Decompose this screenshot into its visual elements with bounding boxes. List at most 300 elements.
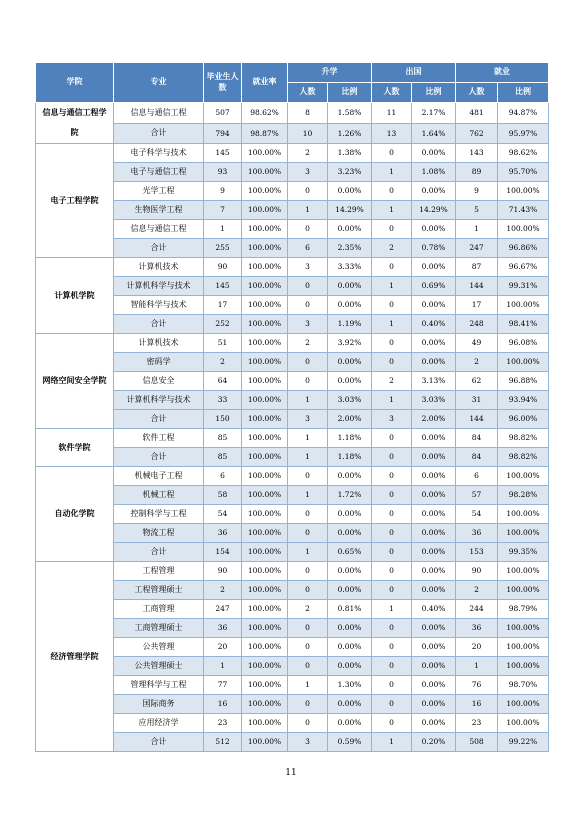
cell-abroad-count: 0 (372, 353, 412, 372)
cell-further-study-ratio: 0.00% (328, 353, 372, 372)
cell-graduates: 507 (204, 103, 242, 124)
cell-employed-count: 1 (456, 220, 498, 239)
cell-abroad-ratio: 0.00% (412, 581, 456, 600)
cell-further-study-ratio: 1.72% (328, 486, 372, 505)
cell-abroad-count: 13 (372, 123, 412, 144)
header-major: 专业 (114, 63, 204, 103)
cell-employed-count: 9 (456, 182, 498, 201)
cell-employed-ratio: 96.88% (498, 372, 549, 391)
cell-employed-count: 49 (456, 334, 498, 353)
cell-major: 电子科学与技术 (114, 144, 204, 163)
college-name: 电子工程学院 (36, 144, 114, 258)
header-abroad-ratio: 比例 (412, 83, 456, 103)
cell-abroad-ratio: 0.00% (412, 524, 456, 543)
cell-abroad-ratio: 3.03% (412, 391, 456, 410)
cell-abroad-count: 0 (372, 467, 412, 486)
cell-major: 工商管理硕士 (114, 619, 204, 638)
cell-employment-rate: 100.00% (242, 448, 288, 467)
cell-graduates: 16 (204, 695, 242, 714)
cell-employed-count: 76 (456, 676, 498, 695)
table-row (36, 429, 549, 448)
cell-abroad-count: 0 (372, 505, 412, 524)
cell-abroad-count: 0 (372, 296, 412, 315)
cell-abroad-ratio: 2.00% (412, 410, 456, 429)
cell-abroad-ratio: 0.00% (412, 467, 456, 486)
cell-employed-count: 84 (456, 448, 498, 467)
cell-major: 工程管理 (114, 562, 204, 581)
cell-graduates: 90 (204, 258, 242, 277)
cell-major: 合计 (114, 239, 204, 258)
cell-employed-ratio: 95.70% (498, 163, 549, 182)
table-row (36, 562, 549, 581)
cell-employed-ratio: 98.41% (498, 315, 549, 334)
cell-further-study-count: 0 (288, 220, 328, 239)
cell-major: 计算机技术 (114, 334, 204, 353)
cell-abroad-count: 0 (372, 144, 412, 163)
cell-employed-ratio: 100.00% (498, 638, 549, 657)
cell-abroad-ratio: 0.00% (412, 619, 456, 638)
cell-abroad-ratio: 0.00% (412, 676, 456, 695)
cell-employed-ratio: 99.31% (498, 277, 549, 296)
cell-employed-ratio: 100.00% (498, 296, 549, 315)
table-row (36, 258, 549, 277)
cell-graduates: 1 (204, 657, 242, 676)
college-name: 信息与通信工程学院 (36, 103, 114, 144)
cell-graduates: 90 (204, 562, 242, 581)
cell-further-study-ratio: 0.00% (328, 524, 372, 543)
cell-major: 应用经济学 (114, 714, 204, 733)
cell-abroad-count: 0 (372, 486, 412, 505)
cell-further-study-ratio: 1.18% (328, 448, 372, 467)
cell-further-study-ratio: 0.00% (328, 695, 372, 714)
cell-employment-rate: 100.00% (242, 334, 288, 353)
cell-employed-count: 6 (456, 467, 498, 486)
cell-graduates: 150 (204, 410, 242, 429)
cell-further-study-count: 0 (288, 467, 328, 486)
cell-further-study-count: 0 (288, 277, 328, 296)
cell-graduates: 2 (204, 353, 242, 372)
cell-employment-rate: 100.00% (242, 600, 288, 619)
cell-employment-rate: 100.00% (242, 353, 288, 372)
cell-abroad-ratio: 14.29% (412, 201, 456, 220)
cell-graduates: 77 (204, 676, 242, 695)
cell-graduates: 154 (204, 543, 242, 562)
cell-major: 计算机科学与技术 (114, 391, 204, 410)
cell-employment-rate: 100.00% (242, 695, 288, 714)
cell-further-study-count: 0 (288, 581, 328, 600)
cell-further-study-count: 10 (288, 123, 328, 144)
cell-further-study-ratio: 2.35% (328, 239, 372, 258)
cell-abroad-count: 11 (372, 103, 412, 124)
cell-major: 工程管理硕士 (114, 581, 204, 600)
cell-major: 管理科学与工程 (114, 676, 204, 695)
cell-further-study-ratio: 0.00% (328, 182, 372, 201)
cell-abroad-ratio: 1.64% (412, 123, 456, 144)
cell-employed-count: 1 (456, 657, 498, 676)
cell-abroad-count: 2 (372, 372, 412, 391)
cell-employment-rate: 100.00% (242, 733, 288, 752)
cell-further-study-ratio: 0.65% (328, 543, 372, 562)
cell-abroad-count: 0 (372, 258, 412, 277)
cell-abroad-ratio: 0.00% (412, 353, 456, 372)
cell-employed-count: 2 (456, 353, 498, 372)
cell-abroad-count: 0 (372, 182, 412, 201)
college-name: 软件学院 (36, 429, 114, 467)
cell-further-study-ratio: 2.00% (328, 410, 372, 429)
cell-employed-ratio: 93.94% (498, 391, 549, 410)
cell-employed-count: 89 (456, 163, 498, 182)
cell-employed-ratio: 94.87% (498, 103, 549, 124)
cell-employment-rate: 100.00% (242, 581, 288, 600)
cell-abroad-ratio: 0.20% (412, 733, 456, 752)
header-graduates: 毕业生人数 (204, 63, 242, 103)
cell-employed-ratio: 100.00% (498, 714, 549, 733)
cell-employed-ratio: 99.22% (498, 733, 549, 752)
cell-further-study-count: 3 (288, 733, 328, 752)
cell-graduates: 17 (204, 296, 242, 315)
cell-abroad-count: 0 (372, 619, 412, 638)
cell-abroad-ratio: 0.00% (412, 429, 456, 448)
cell-graduates: 36 (204, 524, 242, 543)
cell-major: 控制科学与工程 (114, 505, 204, 524)
cell-major: 计算机技术 (114, 258, 204, 277)
cell-employed-count: 36 (456, 619, 498, 638)
cell-graduates: 85 (204, 429, 242, 448)
cell-further-study-count: 1 (288, 448, 328, 467)
cell-further-study-count: 6 (288, 239, 328, 258)
cell-abroad-ratio: 0.00% (412, 258, 456, 277)
cell-further-study-ratio: 0.00% (328, 657, 372, 676)
cell-graduates: 7 (204, 201, 242, 220)
table-body (36, 103, 549, 752)
cell-graduates: 512 (204, 733, 242, 752)
cell-employment-rate: 100.00% (242, 467, 288, 486)
cell-employment-rate: 98.62% (242, 103, 288, 124)
college-name: 计算机学院 (36, 258, 114, 334)
cell-further-study-count: 0 (288, 657, 328, 676)
college-name: 网络空间安全学院 (36, 334, 114, 429)
cell-further-study-count: 2 (288, 600, 328, 619)
cell-further-study-count: 3 (288, 315, 328, 334)
cell-abroad-count: 1 (372, 163, 412, 182)
cell-further-study-count: 3 (288, 410, 328, 429)
cell-employed-count: 508 (456, 733, 498, 752)
cell-employed-ratio: 96.86% (498, 239, 549, 258)
cell-employment-rate: 100.00% (242, 220, 288, 239)
cell-abroad-count: 0 (372, 695, 412, 714)
cell-further-study-ratio: 1.38% (328, 144, 372, 163)
cell-further-study-count: 0 (288, 372, 328, 391)
cell-abroad-ratio: 0.40% (412, 600, 456, 619)
cell-abroad-count: 0 (372, 429, 412, 448)
cell-employed-count: 762 (456, 123, 498, 144)
cell-major: 计算机科学与技术 (114, 277, 204, 296)
cell-abroad-count: 1 (372, 733, 412, 752)
cell-abroad-ratio: 0.00% (412, 562, 456, 581)
cell-major: 信息与通信工程 (114, 220, 204, 239)
table-row (36, 144, 549, 163)
cell-further-study-ratio: 0.00% (328, 638, 372, 657)
cell-employment-rate: 100.00% (242, 657, 288, 676)
cell-major: 工商管理 (114, 600, 204, 619)
cell-further-study-count: 1 (288, 391, 328, 410)
cell-employment-rate: 100.00% (242, 676, 288, 695)
college-name: 自动化学院 (36, 467, 114, 562)
cell-further-study-ratio: 0.00% (328, 372, 372, 391)
cell-major: 公共管理硕士 (114, 657, 204, 676)
cell-employed-count: 62 (456, 372, 498, 391)
cell-graduates: 58 (204, 486, 242, 505)
cell-abroad-ratio: 0.69% (412, 277, 456, 296)
cell-abroad-count: 1 (372, 600, 412, 619)
cell-abroad-ratio: 2.17% (412, 103, 456, 124)
cell-further-study-count: 3 (288, 258, 328, 277)
cell-graduates: 9 (204, 182, 242, 201)
cell-graduates: 252 (204, 315, 242, 334)
cell-further-study-ratio: 0.00% (328, 714, 372, 733)
cell-employed-count: 17 (456, 296, 498, 315)
cell-major: 合计 (114, 733, 204, 752)
cell-employed-ratio: 100.00% (498, 524, 549, 543)
cell-abroad-count: 0 (372, 334, 412, 353)
cell-major: 信息安全 (114, 372, 204, 391)
cell-major: 软件工程 (114, 429, 204, 448)
cell-abroad-count: 2 (372, 239, 412, 258)
cell-employed-count: 144 (456, 277, 498, 296)
cell-further-study-ratio: 14.29% (328, 201, 372, 220)
cell-graduates: 54 (204, 505, 242, 524)
cell-employed-ratio: 100.00% (498, 467, 549, 486)
cell-abroad-ratio: 0.00% (412, 486, 456, 505)
cell-employed-ratio: 98.62% (498, 144, 549, 163)
cell-graduates: 145 (204, 144, 242, 163)
header-college: 学院 (36, 63, 114, 103)
cell-abroad-ratio: 0.00% (412, 505, 456, 524)
header-further-study: 升学 (288, 63, 372, 83)
cell-abroad-ratio: 0.00% (412, 182, 456, 201)
cell-graduates: 64 (204, 372, 242, 391)
cell-employment-rate: 100.00% (242, 638, 288, 657)
cell-further-study-ratio: 1.18% (328, 429, 372, 448)
cell-abroad-count: 1 (372, 277, 412, 296)
cell-employed-ratio: 96.67% (498, 258, 549, 277)
cell-further-study-ratio: 0.00% (328, 277, 372, 296)
cell-abroad-count: 3 (372, 410, 412, 429)
cell-employed-ratio: 98.70% (498, 676, 549, 695)
header-abroad: 出国 (372, 63, 456, 83)
cell-employed-count: 23 (456, 714, 498, 733)
cell-employed-ratio: 100.00% (498, 562, 549, 581)
cell-further-study-ratio: 0.00% (328, 505, 372, 524)
cell-abroad-ratio: 1.08% (412, 163, 456, 182)
cell-abroad-ratio: 0.40% (412, 315, 456, 334)
cell-employed-count: 248 (456, 315, 498, 334)
cell-employed-count: 84 (456, 429, 498, 448)
cell-employed-count: 481 (456, 103, 498, 124)
cell-major: 密码学 (114, 353, 204, 372)
cell-employed-count: 5 (456, 201, 498, 220)
cell-abroad-count: 0 (372, 562, 412, 581)
cell-employment-rate: 100.00% (242, 562, 288, 581)
cell-further-study-ratio: 1.30% (328, 676, 372, 695)
cell-graduates: 255 (204, 239, 242, 258)
cell-employed-ratio: 71.43% (498, 201, 549, 220)
table-row (36, 103, 549, 124)
cell-abroad-count: 0 (372, 543, 412, 562)
cell-further-study-ratio: 3.03% (328, 391, 372, 410)
cell-abroad-count: 1 (372, 201, 412, 220)
cell-employment-rate: 100.00% (242, 505, 288, 524)
cell-abroad-count: 0 (372, 714, 412, 733)
cell-further-study-ratio: 3.92% (328, 334, 372, 353)
cell-abroad-count: 0 (372, 524, 412, 543)
cell-employed-ratio: 98.82% (498, 429, 549, 448)
header-further-study-count: 人数 (288, 83, 328, 103)
cell-employed-ratio: 95.97% (498, 123, 549, 144)
cell-employed-ratio: 100.00% (498, 657, 549, 676)
cell-abroad-count: 0 (372, 676, 412, 695)
cell-employed-count: 36 (456, 524, 498, 543)
cell-graduates: 6 (204, 467, 242, 486)
cell-further-study-ratio: 1.26% (328, 123, 372, 144)
cell-further-study-count: 1 (288, 543, 328, 562)
cell-further-study-ratio: 0.00% (328, 581, 372, 600)
cell-employment-rate: 100.00% (242, 296, 288, 315)
cell-graduates: 23 (204, 714, 242, 733)
cell-major: 公共管理 (114, 638, 204, 657)
cell-employment-rate: 100.00% (242, 486, 288, 505)
cell-major: 生物医学工程 (114, 201, 204, 220)
header-employed: 就业 (456, 63, 549, 83)
cell-employment-rate: 100.00% (242, 258, 288, 277)
cell-employment-rate: 98.87% (242, 123, 288, 144)
cell-further-study-count: 2 (288, 334, 328, 353)
cell-employment-rate: 100.00% (242, 619, 288, 638)
cell-further-study-ratio: 0.00% (328, 467, 372, 486)
cell-further-study-count: 8 (288, 103, 328, 124)
cell-further-study-count: 0 (288, 182, 328, 201)
cell-graduates: 85 (204, 448, 242, 467)
cell-employed-count: 31 (456, 391, 498, 410)
cell-further-study-count: 1 (288, 676, 328, 695)
cell-further-study-count: 1 (288, 429, 328, 448)
header-further-study-ratio: 比例 (328, 83, 372, 103)
cell-employed-count: 144 (456, 410, 498, 429)
cell-employed-ratio: 100.00% (498, 182, 549, 201)
cell-employed-count: 244 (456, 600, 498, 619)
cell-employment-rate: 100.00% (242, 543, 288, 562)
cell-major: 信息与通信工程 (114, 103, 204, 124)
cell-further-study-ratio: 0.00% (328, 562, 372, 581)
cell-major: 合计 (114, 543, 204, 562)
cell-major: 光学工程 (114, 182, 204, 201)
cell-abroad-ratio: 0.00% (412, 144, 456, 163)
cell-employed-ratio: 98.79% (498, 600, 549, 619)
cell-graduates: 145 (204, 277, 242, 296)
cell-employed-count: 87 (456, 258, 498, 277)
cell-employment-rate: 100.00% (242, 163, 288, 182)
table-row (36, 334, 549, 353)
cell-employment-rate: 100.00% (242, 239, 288, 258)
cell-abroad-ratio: 0.00% (412, 296, 456, 315)
cell-further-study-count: 0 (288, 505, 328, 524)
cell-major: 电子与通信工程 (114, 163, 204, 182)
table-row (36, 467, 549, 486)
cell-graduates: 51 (204, 334, 242, 353)
cell-abroad-count: 0 (372, 220, 412, 239)
cell-employment-rate: 100.00% (242, 429, 288, 448)
cell-employment-rate: 100.00% (242, 372, 288, 391)
cell-further-study-count: 0 (288, 562, 328, 581)
cell-further-study-ratio: 3.33% (328, 258, 372, 277)
cell-employed-count: 54 (456, 505, 498, 524)
cell-abroad-ratio: 3.13% (412, 372, 456, 391)
cell-further-study-count: 1 (288, 201, 328, 220)
cell-employment-rate: 100.00% (242, 182, 288, 201)
cell-abroad-ratio: 0.00% (412, 448, 456, 467)
cell-major: 机械电子工程 (114, 467, 204, 486)
cell-abroad-ratio: 0.00% (412, 334, 456, 353)
header-employed-ratio: 比例 (498, 83, 549, 103)
cell-graduates: 36 (204, 619, 242, 638)
cell-further-study-count: 0 (288, 619, 328, 638)
cell-abroad-count: 0 (372, 581, 412, 600)
employment-table (35, 62, 549, 752)
college-name: 经济管理学院 (36, 562, 114, 752)
cell-further-study-count: 0 (288, 695, 328, 714)
cell-employed-count: 16 (456, 695, 498, 714)
cell-further-study-ratio: 0.81% (328, 600, 372, 619)
header-employment-rate: 就业率 (242, 63, 288, 103)
cell-abroad-count: 1 (372, 391, 412, 410)
cell-graduates: 2 (204, 581, 242, 600)
cell-further-study-count: 3 (288, 163, 328, 182)
cell-abroad-count: 1 (372, 315, 412, 334)
cell-further-study-ratio: 0.00% (328, 619, 372, 638)
cell-employed-ratio: 100.00% (498, 619, 549, 638)
cell-further-study-count: 2 (288, 144, 328, 163)
cell-employed-count: 57 (456, 486, 498, 505)
cell-major: 合计 (114, 448, 204, 467)
cell-employed-ratio: 96.00% (498, 410, 549, 429)
cell-major: 合计 (114, 410, 204, 429)
cell-abroad-ratio: 0.00% (412, 657, 456, 676)
cell-employed-ratio: 98.82% (498, 448, 549, 467)
cell-major: 机械工程 (114, 486, 204, 505)
cell-further-study-count: 0 (288, 353, 328, 372)
cell-abroad-count: 0 (372, 448, 412, 467)
table-header (36, 63, 549, 103)
cell-further-study-count: 0 (288, 524, 328, 543)
cell-further-study-ratio: 1.19% (328, 315, 372, 334)
cell-employment-rate: 100.00% (242, 524, 288, 543)
cell-employment-rate: 100.00% (242, 410, 288, 429)
cell-employed-ratio: 100.00% (498, 581, 549, 600)
cell-employed-count: 2 (456, 581, 498, 600)
cell-employed-ratio: 98.28% (498, 486, 549, 505)
cell-employment-rate: 100.00% (242, 714, 288, 733)
cell-major: 物流工程 (114, 524, 204, 543)
cell-employed-count: 247 (456, 239, 498, 258)
cell-graduates: 794 (204, 123, 242, 144)
cell-employed-ratio: 100.00% (498, 505, 549, 524)
cell-further-study-count: 1 (288, 486, 328, 505)
cell-further-study-ratio: 1.58% (328, 103, 372, 124)
header-employed-count: 人数 (456, 83, 498, 103)
page-number: 11 (285, 768, 297, 778)
cell-further-study-count: 0 (288, 296, 328, 315)
cell-abroad-ratio: 0.78% (412, 239, 456, 258)
